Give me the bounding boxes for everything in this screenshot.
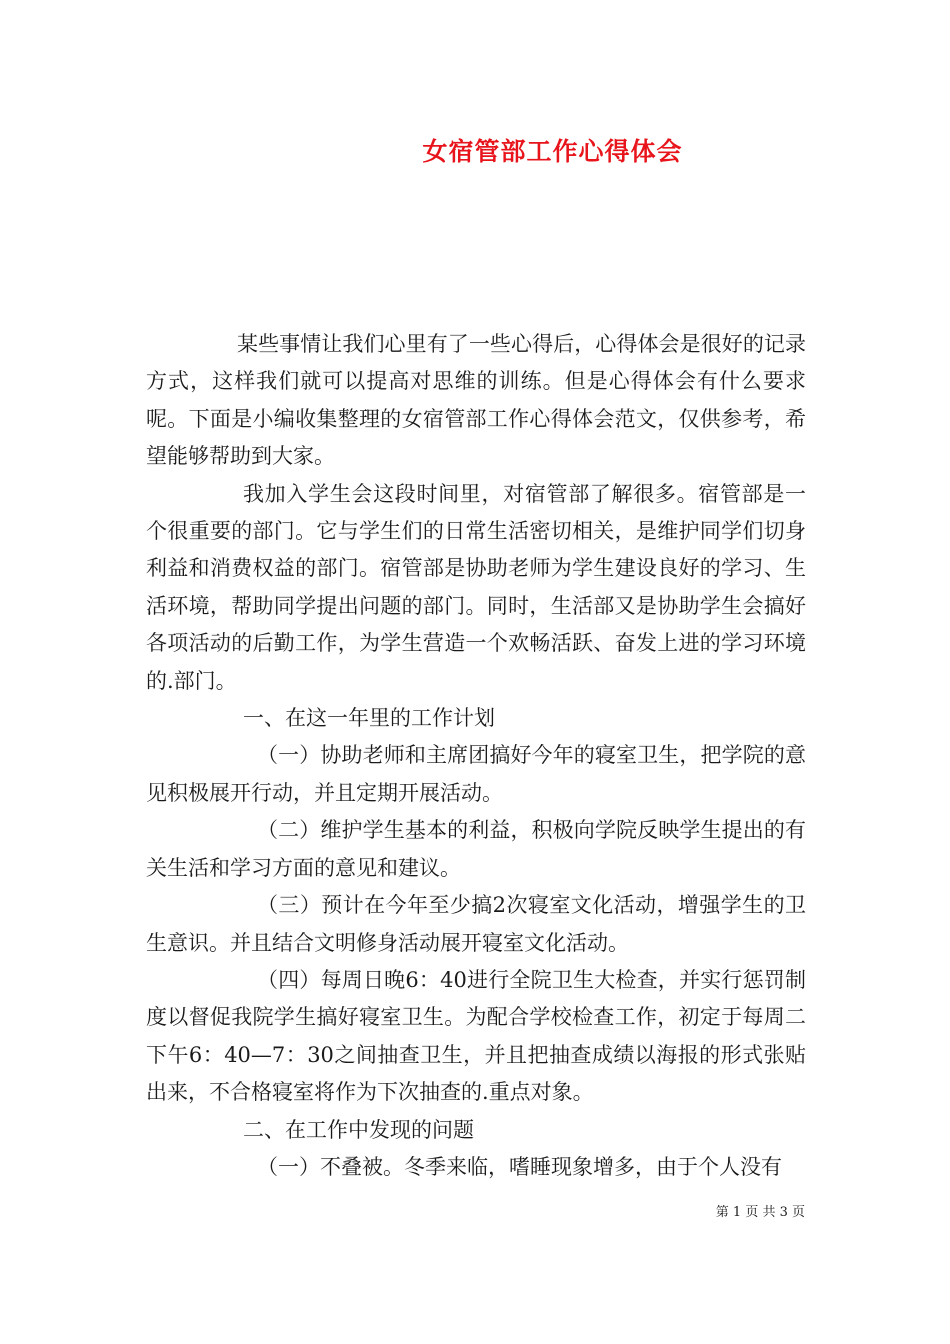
intro-paragraph: 某些事情让我们心里有了一些心得后，心得体会是很好的记录方式，这样我们就可以提高对思维的训练。但是心得体会有什么要求呢。下面是小编收集整理的女宿管部工作心得体会范文，仅供参考，希望能够帮助到大家。: [146, 332, 806, 469]
page-number: 第 1 页 共 3 页: [715, 1205, 805, 1220]
paragraph-dept-description: 我加入学生会这段时间里，对宿管部了解很多。宿管部是一个很重要的部门。它与学生们的日常生活密切相关，是维护同学们切身利益和消费权益的部门。宿管部是协助老师为学生建设良好的学习、生活环境，帮助同学提出问题的部门。同时，生活部又是协助学生会搞好各项活动的后勤工作，为学生营造一个欢畅活跃、奋发上进的学习环境的.部门。: [146, 481, 806, 693]
problem-item-1: （一）不叠被。冬季来临，嗜睡现象增多，由于个人没有: [257, 1154, 782, 1179]
section-heading-problems: 二、在工作中发现的问题: [243, 1117, 474, 1142]
plan-item-1: （一）协助老师和主席团搞好今年的寝室卫生，把学院的意见积极展开行动，并且定期开展活动。: [146, 743, 806, 805]
document-title: 女宿管部工作心得体会: [422, 137, 683, 166]
plan-item-2: （二）维护学生基本的利益，积极向学院反映学生提出的有关生活和学习方面的意见和建议。: [146, 818, 806, 880]
plan-item-3: （三）预计在今年至少搞2次寝室文化活动，增强学生的卫生意识。并且结合文明修身活动展开寝室文化活动。: [146, 893, 806, 955]
document-body: [146, 326, 806, 1186]
plan-item-4: （四）每周日晚6：40进行全院卫生大检查，并实行惩罚制度以督促我院学生搞好寝室卫生。为配合学校检查工作，初定于每周二下午6：40—7：30之间抽查卫生，并且把抽查成绩以海报的形式张贴出来，不合格寝室将作为下次抽查的.重点对象。: [146, 967, 806, 1105]
section-heading-plan: 一、在这一年里的工作计划: [243, 706, 495, 731]
